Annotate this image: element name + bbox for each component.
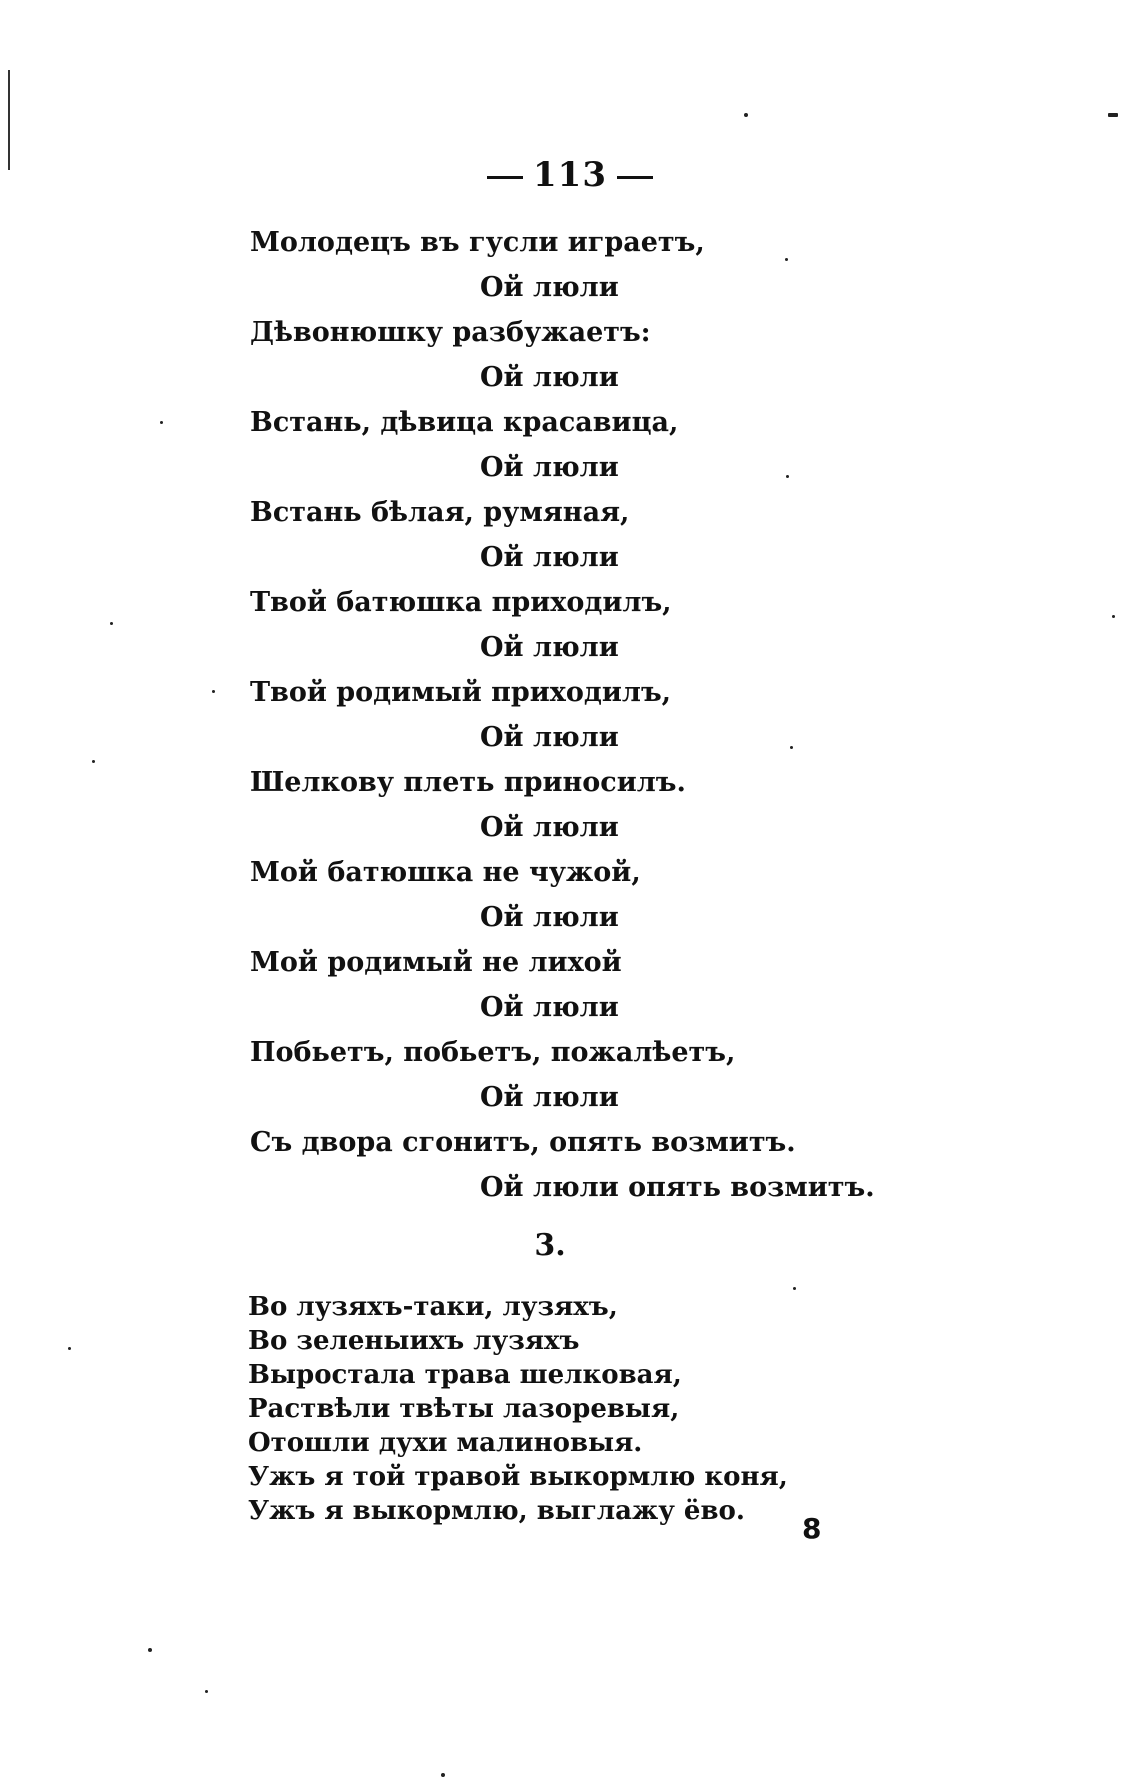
header-dash-right <box>617 176 653 179</box>
song-verse-line: Шелкову плеть приносилъ. <box>250 767 686 798</box>
poem-line: Ужъ я той травой выкормлю коня, <box>248 1462 788 1492</box>
poem-line: Выростала трава шелковая, <box>248 1360 682 1390</box>
poem-text <box>248 1290 868 1528</box>
song-refrain-line: Ой люли <box>480 812 619 843</box>
page-header <box>0 155 1140 195</box>
song-verse-line: Встань, дѣвица красавица, <box>250 407 679 438</box>
scan-speck <box>744 113 748 117</box>
song-verse-line: Побьетъ, побьетъ, пожалѣетъ, <box>250 1037 736 1068</box>
song-refrain-line: Ой люли <box>480 722 619 753</box>
poem-line: Ужъ я выкормлю, выглажу ёво. <box>248 1496 745 1526</box>
poem-line: Отошли духи малиновыя. <box>248 1428 643 1458</box>
song-refrain-line: Ой люли <box>480 1082 619 1113</box>
page-number: 113 <box>533 155 607 195</box>
scan-speck <box>110 622 113 625</box>
scan-speck <box>786 475 789 478</box>
scan-speck <box>790 746 793 749</box>
song-verse-line: Дѣвонюшку разбужаетъ: <box>250 317 651 348</box>
scan-speck <box>68 1347 71 1350</box>
song-verse-line: Твой родимый приходилъ, <box>250 677 672 708</box>
scan-speck <box>793 1287 796 1290</box>
song-verse-line: Твой батюшка приходилъ, <box>250 587 672 618</box>
song-refrain-line: Ой люли <box>480 542 619 573</box>
signature-mark: 8 <box>802 1512 822 1545</box>
poem-line: Во лузяхъ-таки, лузяхъ, <box>248 1292 618 1322</box>
song-verse-line: Съ двора сгонитъ, опять возмитъ. <box>250 1127 796 1158</box>
song-text <box>250 220 875 1210</box>
scan-speck <box>441 1773 445 1777</box>
song-refrain-line: Ой люли опять возмитъ. <box>480 1172 875 1203</box>
scan-speck <box>212 690 215 693</box>
song-refrain-line: Ой люли <box>480 452 619 483</box>
song-verse-line: Молодецъ въ гусли играетъ, <box>250 227 705 258</box>
scan-speck <box>92 760 95 763</box>
scan-speck <box>160 421 163 424</box>
scan-speck <box>1112 615 1115 618</box>
song-verse-line: Встань бѣлая, румяная, <box>250 497 630 528</box>
song-refrain-line: Ой люли <box>480 272 619 303</box>
song-refrain-line: Ой люли <box>480 992 619 1023</box>
header-dash-left <box>487 176 523 179</box>
song-refrain-line: Ой люли <box>480 362 619 393</box>
poem-line: Раствѣли твѣты лазоревыя, <box>248 1394 680 1424</box>
scan-speck <box>785 258 788 261</box>
scan-speck <box>1108 113 1118 117</box>
poem-line: Во зеленыихъ лузяхъ <box>248 1326 580 1356</box>
scan-speck <box>205 1690 208 1693</box>
song-verse-line: Мой родимый не лихой <box>250 947 622 978</box>
song-verse-line: Мой батюшка не чужой, <box>250 857 641 888</box>
song-refrain-line: Ой люли <box>480 632 619 663</box>
scan-speck <box>148 1648 152 1652</box>
song-refrain-line: Ой люли <box>480 902 619 933</box>
section-number: 3. <box>534 1228 566 1263</box>
